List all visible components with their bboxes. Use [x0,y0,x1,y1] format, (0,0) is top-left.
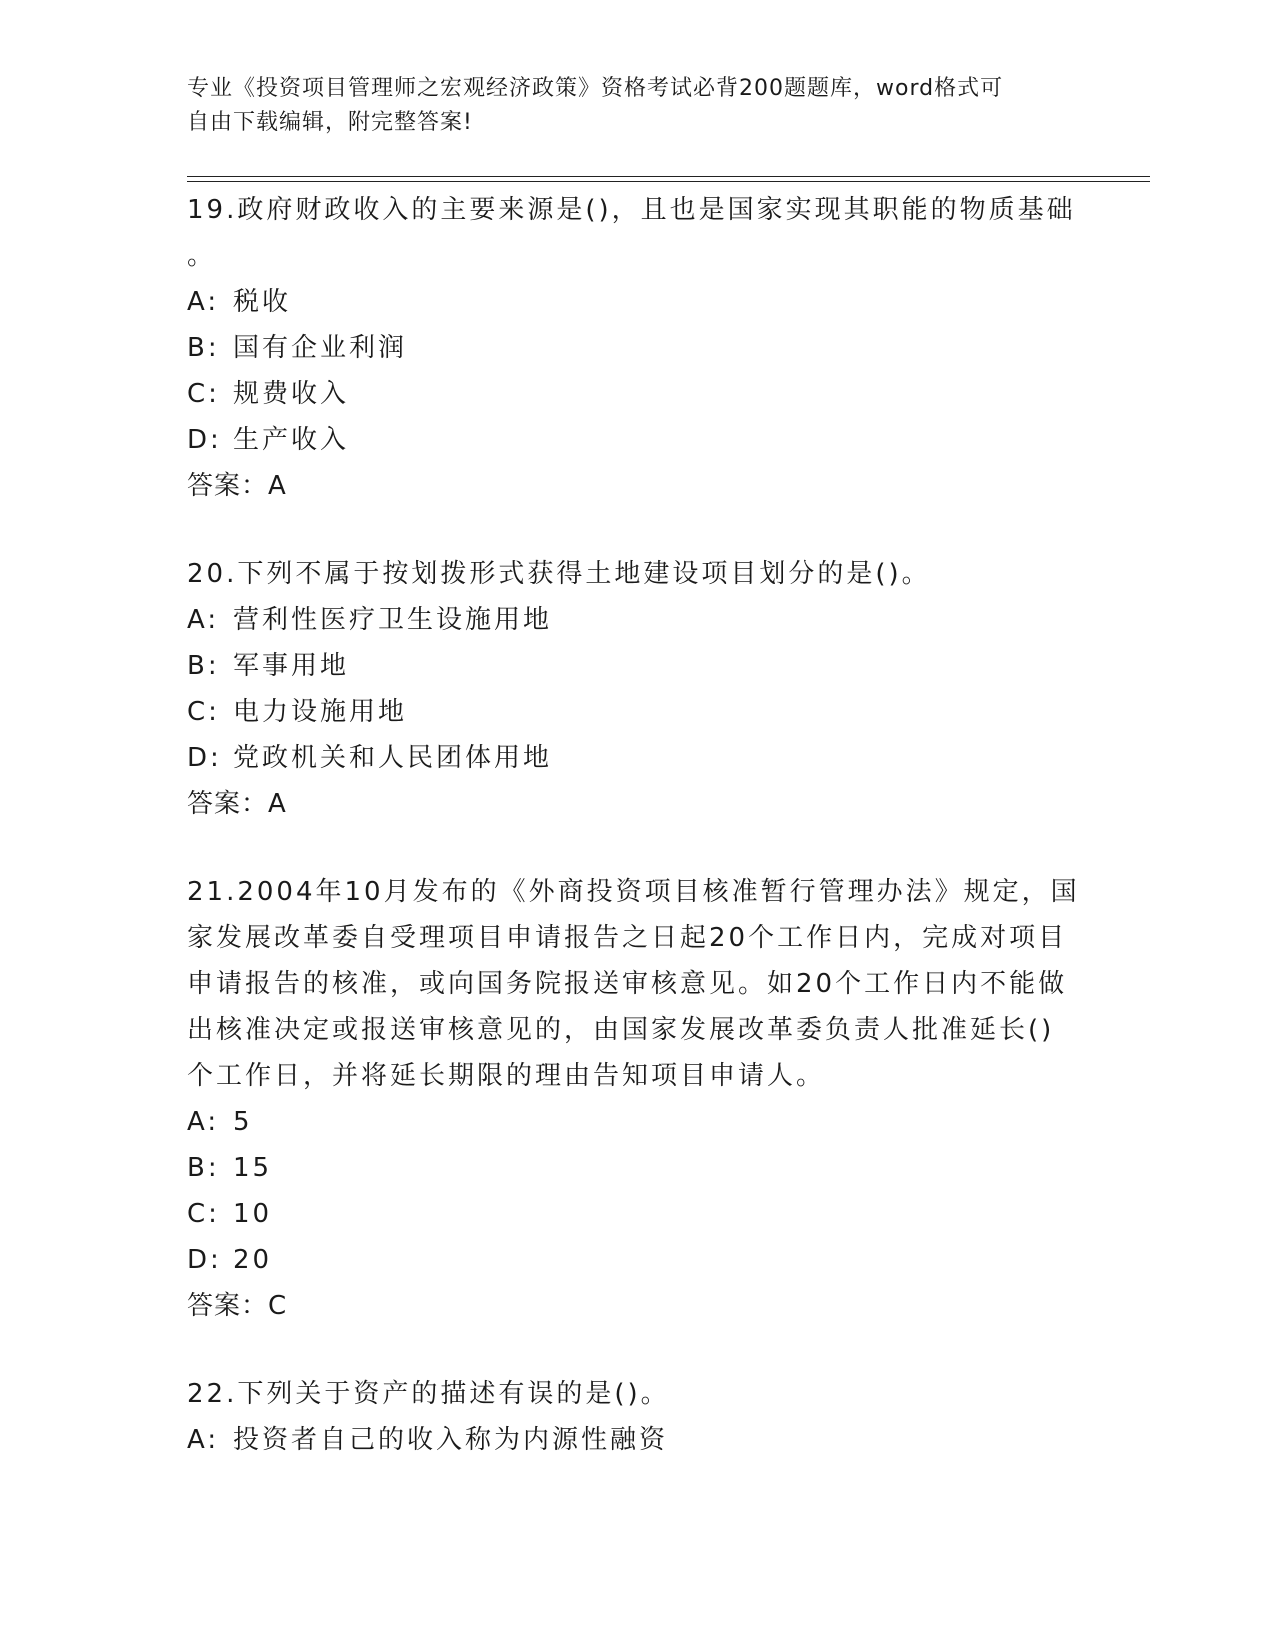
question-22 [187,1371,1087,1463]
option-text: 电力设施用地 [233,697,408,727]
option-a [187,597,1087,643]
option-label: B: [187,333,220,363]
option-a [187,1099,1087,1145]
option-label: A: [187,1425,220,1455]
option-text: 国有企业利润 [233,333,408,363]
option-a [187,279,1087,325]
question-list [187,187,1087,1505]
question-20 [187,551,1087,827]
header-line-1: 专业《投资项目管理师之宏观经济政策》资格考试必背200题题库，word格式可 [187,76,1004,101]
option-label: A: [187,1107,220,1137]
option-d [187,417,1087,463]
document-header [187,72,1067,140]
option-text: 税收 [233,287,292,317]
option-b [187,643,1087,689]
question-stem-line: 。 [187,241,217,271]
header-line-2: 自由下载编辑，附完整答案! [187,110,473,135]
option-d [187,1237,1087,1283]
option-text: 营利性医疗卫生设施用地 [233,605,553,635]
option-label: C: [187,379,220,409]
option-c [187,689,1087,735]
option-label: A: [187,605,220,635]
option-text: 5 [233,1107,253,1137]
option-text: 投资者自己的收入称为内源性融资 [233,1425,669,1455]
option-d [187,735,1087,781]
answer-line: 答案：A [187,471,287,501]
option-label: C: [187,1199,220,1229]
question-stem-line: 19.政府财政收入的主要来源是()，且也是国家实现其职能的物质基础 [187,195,1076,225]
option-text: 20 [233,1245,273,1275]
option-label: C: [187,697,220,727]
question-stem-line: 20.下列不属于按划拨形式获得土地建设项目划分的是()。 [187,559,931,589]
question-stem-line: 申请报告的核准，或向国务院报送审核意见。如20个工作日内不能做 [187,969,1068,999]
question-stem-line: 21.2004年10月发布的《外商投资项目核准暂行管理办法》规定，国 [187,877,1080,907]
header-divider-top [187,176,1150,177]
option-label: A: [187,287,220,317]
option-text: 军事用地 [233,651,350,681]
option-b [187,1145,1087,1191]
option-a [187,1417,1087,1463]
option-label: D: [187,1245,222,1275]
option-text: 10 [233,1199,273,1229]
option-label: B: [187,1153,220,1183]
option-c [187,1191,1087,1237]
answer-line: 答案：A [187,789,287,819]
question-stem-line: 出核准决定或报送审核意见的，由国家发展改革委负责人批准延长() [187,1015,1055,1045]
option-text: 生产收入 [233,425,350,455]
question-stem-line: 个工作日，并将延长期限的理由告知项目申请人。 [187,1061,826,1091]
option-label: D: [187,425,222,455]
option-b [187,325,1087,371]
option-label: B: [187,651,220,681]
answer-line: 答案：C [187,1291,288,1321]
question-21 [187,869,1087,1329]
option-text: 规费收入 [233,379,350,409]
option-label: D: [187,743,222,773]
option-c [187,371,1087,417]
header-divider-bottom [187,181,1150,182]
question-stem-line: 22.下列关于资产的描述有误的是()。 [187,1379,670,1409]
question-stem-line: 家发展改革委自受理项目申请报告之日起20个工作日内，完成对项目 [187,923,1068,953]
question-19 [187,187,1087,509]
option-text: 党政机关和人民团体用地 [233,743,553,773]
option-text: 15 [233,1153,273,1183]
